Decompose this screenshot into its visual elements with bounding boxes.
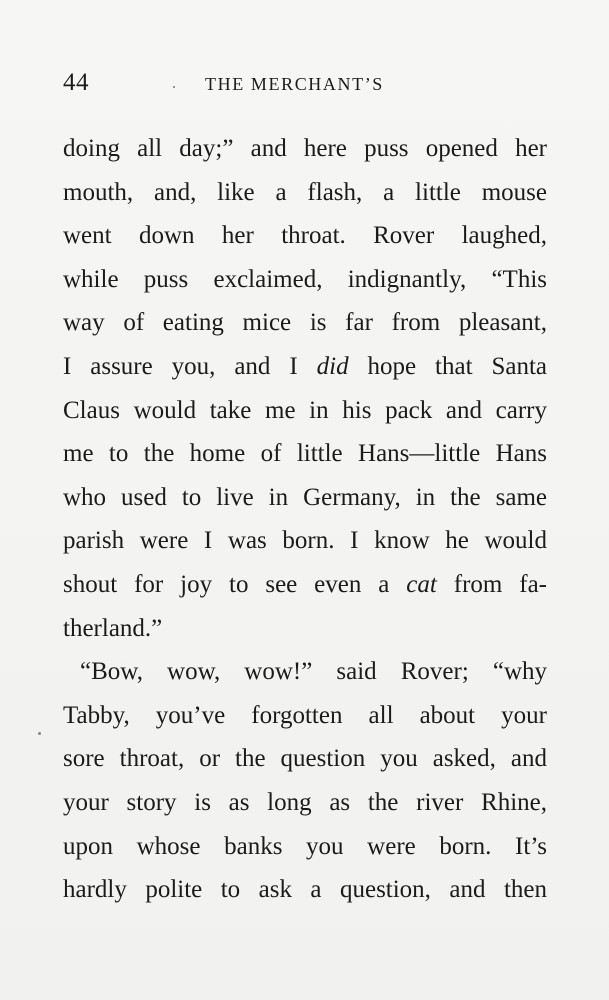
text-line: upon whose banks you were born. It’s [63,832,547,860]
text-line: way of eating mice is far from pleasant, [63,309,547,337]
paper-speck [38,732,41,735]
text-line: Claus would take me in his pack and carry [63,396,547,424]
text-line [63,345,547,389]
text-line: doing all day;” and here puss opened her [63,135,547,162]
text-line: sore throat, or the question you asked, and [63,745,547,773]
body-text [63,127,547,912]
text-line: while puss exclaimed, indignantly, “This [63,265,547,293]
text-line: Tabby, you’ve forgotten all about your [63,701,547,729]
text-line: your story is as long as the river Rhine, [63,788,547,816]
text-segment: hope that Santa [348,352,547,380]
page-number: 44 [63,69,89,96]
italic-word: cat [406,570,437,598]
text-segment: I assure you, and I [63,352,317,380]
running-head: THE MERCHANT’S [205,74,384,94]
header-dot [173,86,175,88]
text-line: “Bow, wow, wow!” said Rover; “why [80,658,547,686]
text-line [63,563,547,607]
text-line: who used to live in Germany, in the same [63,483,547,511]
text-line: therland.” [63,614,163,642]
text-segment: shout for joy to see even a [63,570,407,598]
page-header [63,66,547,100]
text-line: hardly polite to ask a question, and then [63,876,547,904]
text-line: me to the home of little Hans—little Hans [63,440,547,468]
italic-word: did [316,352,349,380]
text-line: mouth, and, like a flash, a little mouse [63,178,547,206]
text-segment: from fa- [436,570,548,598]
text-line: went down her throat. Rover laughed, [63,222,547,250]
text-line: parish were I was born. I know he would [63,527,547,555]
